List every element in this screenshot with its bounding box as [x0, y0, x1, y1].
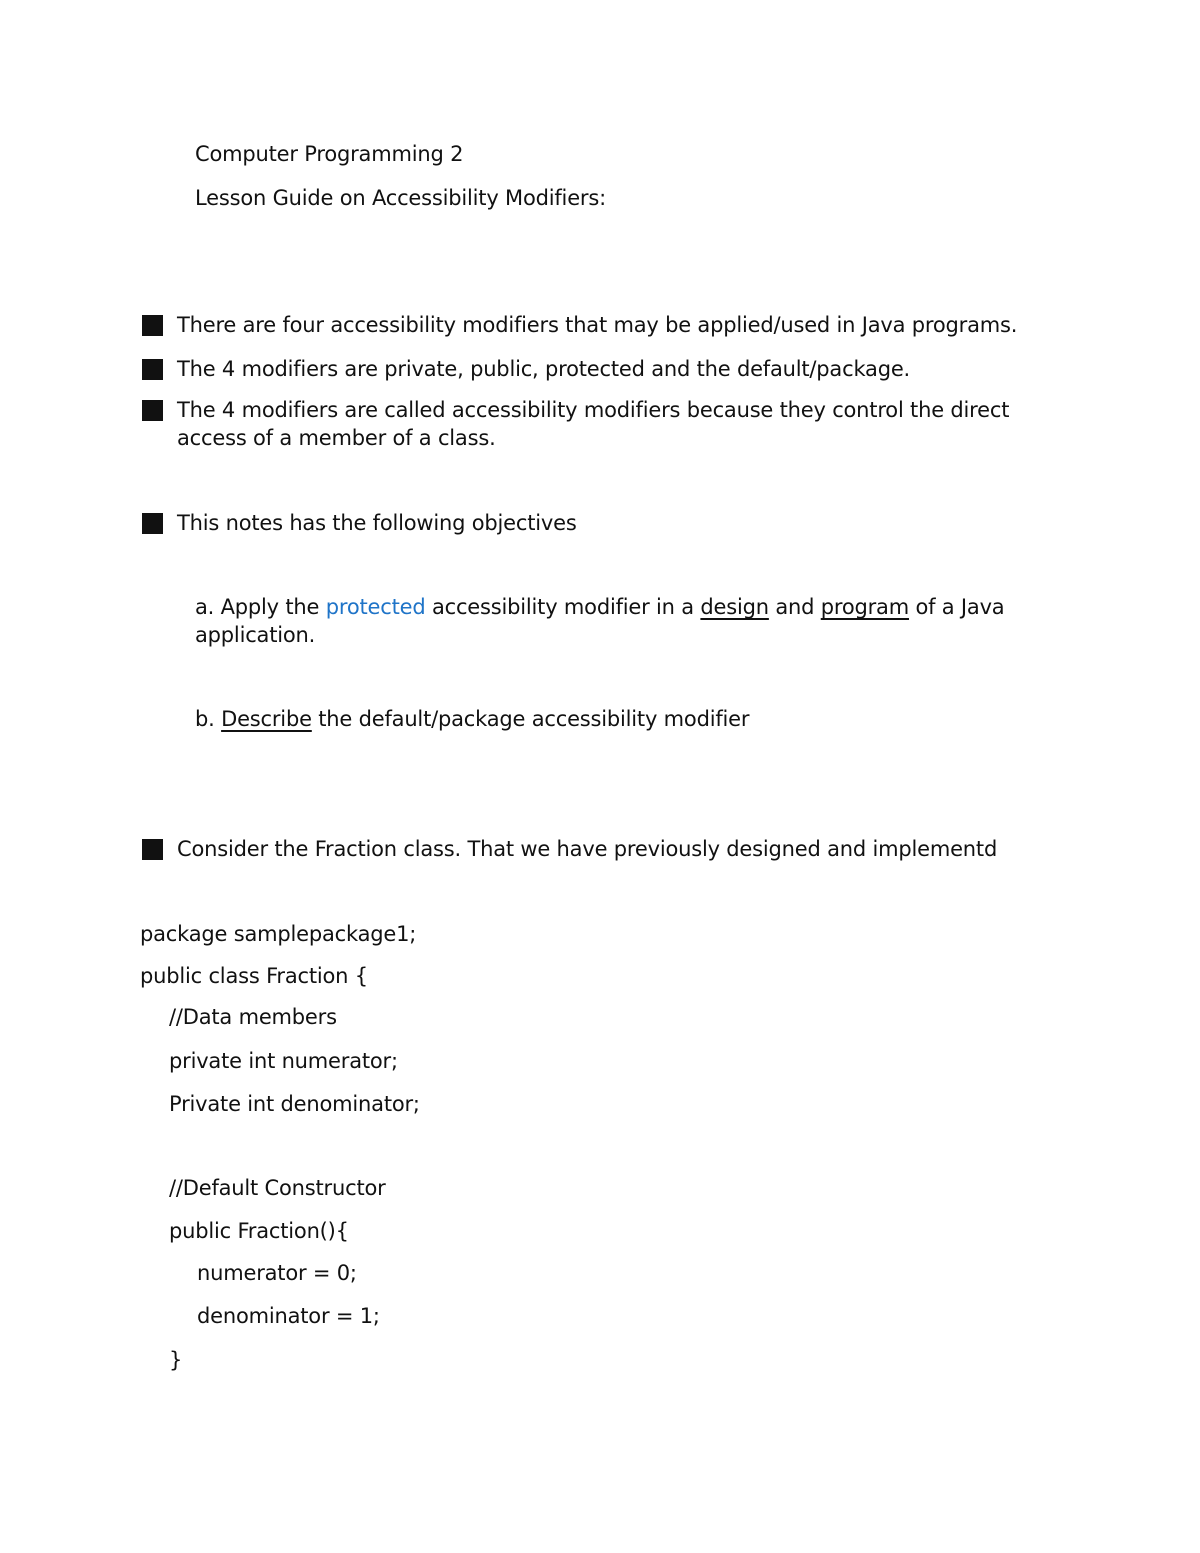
objective-a-and: and — [768, 595, 821, 619]
objective-a-prefix: a. Apply the — [195, 595, 326, 619]
bullet-square-icon — [142, 359, 163, 380]
objective-a-design: design — [700, 595, 769, 619]
code-line: package samplepackage1; — [140, 922, 417, 946]
objective-b — [195, 705, 1055, 733]
code-line: //Default Constructor — [169, 1176, 386, 1200]
code-line: Private int denominator; — [169, 1092, 420, 1116]
objective-a-keyword: protected — [325, 595, 426, 619]
bullet-text-consider-fraction: Consider the Fraction class. That we have previously designed and implementd — [177, 837, 998, 861]
bullet-square-icon — [142, 400, 163, 421]
bullet-square-icon — [142, 315, 163, 336]
objective-a-suffix: of a Java application. — [195, 595, 1005, 647]
code-line: public Fraction(){ — [169, 1219, 349, 1243]
objective-a-middle: accessibility modifier in a — [425, 595, 701, 619]
objective-a — [195, 593, 1055, 649]
code-line: private int numerator; — [169, 1049, 398, 1073]
bullet-text-why-called: The 4 modifiers are called accessibility modifiers because they control the direct access of a member of a class. — [177, 398, 1010, 450]
code-line: denominator = 1; — [197, 1304, 380, 1328]
objective-b-prefix: b. — [195, 707, 222, 731]
code-line: //Data members — [169, 1005, 337, 1029]
objective-b-suffix: the default/package accessibility modifier — [311, 707, 750, 731]
bullet-square-icon — [142, 839, 163, 860]
course-title: Computer Programming 2 — [195, 142, 464, 166]
bullet-text-objectives: This notes has the following objectives — [177, 511, 577, 535]
code-line: numerator = 0; — [197, 1261, 357, 1285]
code-line: public class Fraction { — [140, 964, 368, 988]
code-line: } — [169, 1348, 183, 1372]
objective-a-program: program — [820, 595, 909, 619]
lesson-title: Lesson Guide on Accessibility Modifiers: — [195, 186, 606, 210]
bullet-square-icon — [142, 513, 163, 534]
bullet-text-four-modifiers: There are four accessibility modifiers that may be applied/used in Java programs. — [177, 313, 1018, 337]
bullet-text-modifier-list: The 4 modifiers are private, public, protected and the default/package. — [177, 357, 911, 381]
objective-b-describe: Describe — [221, 707, 312, 731]
